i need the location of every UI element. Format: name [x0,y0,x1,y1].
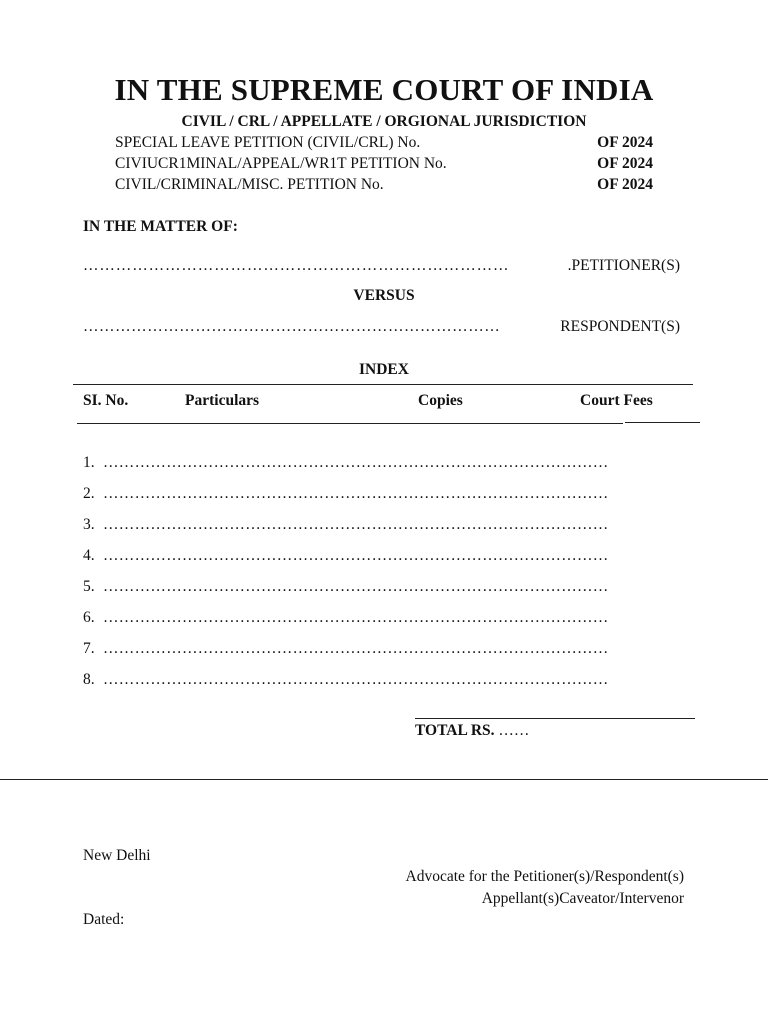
row-dots: …………………………………………………………………………………… [103,485,609,502]
page-divider [0,779,768,780]
table-top-rule [73,384,693,385]
petitioner-label: .PETITIONER(S) [567,257,680,274]
column-header-sl-no: SI. No. [83,392,129,409]
dated-label: Dated: [83,911,125,928]
advocate-line-2: Appellant(s)Caveator/Intervenor [481,890,684,907]
row-number: 5. [83,578,95,595]
index-row [83,640,680,658]
jurisdiction-line: CIVIL / CRL / APPELLATE / ORGIONAL JURISDICTION [181,113,587,130]
row-dots: …………………………………………………………………………………… [103,454,609,471]
row-dots: …………………………………………………………………………………… [103,578,609,595]
matter-heading: IN THE MATTER OF: [83,218,238,235]
index-row [83,547,680,565]
petition-line-appeal [115,155,653,173]
row-number: 8. [83,671,95,688]
petition-label: SPECIAL LEAVE PETITION (CIVIL/CRL) No. [115,134,421,151]
petitioner-line [83,257,680,275]
total-value: …… [498,722,530,739]
index-row [83,671,680,689]
versus-label: VERSUS [353,287,415,304]
row-dots: …………………………………………………………………………………… [103,671,609,688]
place-label: New Delhi [83,847,151,864]
index-title: INDEX [359,361,409,378]
petition-year: OF 2024 [597,134,653,151]
table-header-rule-right [625,422,700,423]
row-dots: …………………………………………………………………………………… [103,516,609,533]
total-label: TOTAL RS. [415,722,495,739]
petition-label: CIVIL/CRIMINAL/MISC. PETITION No. [115,176,384,193]
respondent-dots: …………………………………………………………………… [83,318,501,335]
row-number: 2. [83,485,95,502]
index-row [83,578,680,596]
row-number: 7. [83,640,95,657]
column-header-copies: Copies [418,392,463,409]
advocate-line-1: Advocate for the Petitioner(s)/Respondent(s) [405,868,684,885]
petition-year: OF 2024 [597,155,653,172]
row-number: 3. [83,516,95,533]
petition-line-slp [115,134,653,152]
petition-line-misc [115,176,653,194]
row-number: 1. [83,454,95,471]
index-row [83,516,680,534]
index-row [83,485,680,503]
respondent-label: RESPONDENT(S) [560,318,680,335]
row-dots: …………………………………………………………………………………… [103,609,609,626]
total-line [415,722,529,740]
row-number: 6. [83,609,95,626]
respondent-line [83,318,680,336]
column-header-court-fees: Court Fees [580,392,653,409]
row-number: 4. [83,547,95,564]
index-row [83,454,680,472]
row-dots: …………………………………………………………………………………… [103,640,609,657]
petition-year: OF 2024 [597,176,653,193]
petition-label: CIVIUCR1MINAL/APPEAL/WR1T PETITION No. [115,155,447,172]
row-dots: …………………………………………………………………………………… [103,547,609,564]
column-header-particulars: Particulars [185,392,260,409]
table-header-rule [77,423,623,424]
page-title: IN THE SUPREME COURT OF INDIA [114,72,654,107]
index-row [83,609,680,627]
total-rule [415,718,695,719]
petitioner-dots: …………………………………………………………………… [83,257,510,274]
